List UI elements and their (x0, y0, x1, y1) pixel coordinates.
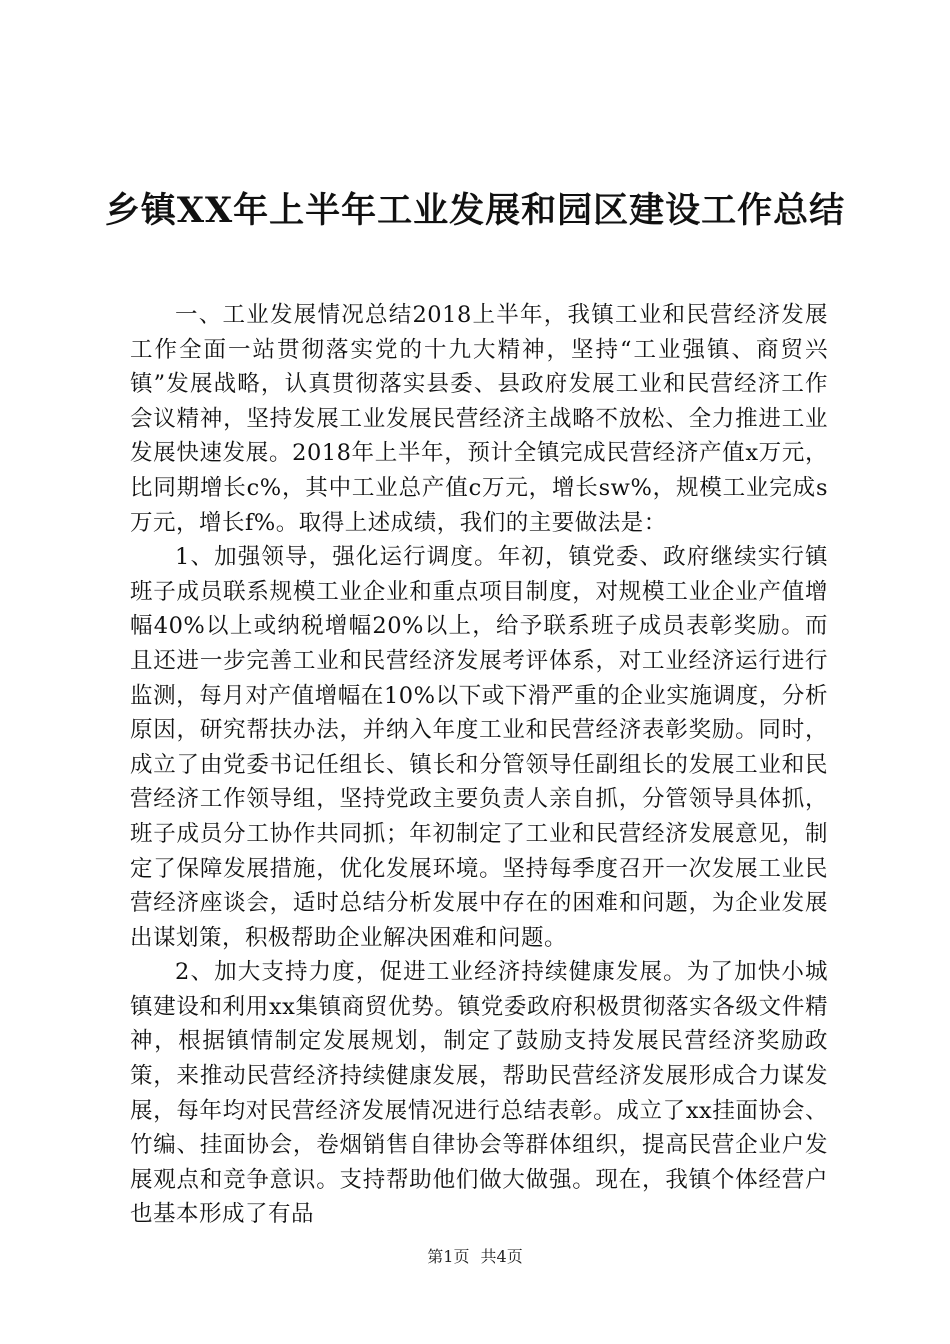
page-number-footer: 第1页 共4页 (427, 1247, 523, 1266)
paragraph-support: 2、加大支持力度，促进工业经济持续健康发展。为了加快小城镇建设和利用xx集镇商贸优势。镇党委政府积极贯彻落实各级文件精神，根据镇情制定发展规划，制定了鼓励支持发展民营经济奖励政策，来推动民营经济持续健康发展，帮助民营经济发展形成合力谋发展，每年均对民营经济发展情况进行总结表彰。成立了xx挂面协会、竹编、挂面协会，卷烟销售自律协会等群体组织，提高民营企业户发展观点和竞争意识。支持帮助他们做大做强。现在，我镇个体经营户也基本形成了有品 (130, 959, 828, 1228)
document-body (130, 298, 828, 1232)
paragraph-industrial-summary: 一、工业发展情况总结2018上半年，我镇工业和民营经济发展工作全面一站贯彻落实党的十九大精神，坚持“工业强镇、商贸兴镇”发展战略，认真贯彻落实县委、县政府发展工业和民营经济工作会议精神，坚持发展工业发展民营经济主战略不放松、全力推进工业发展快速发展。2018年上半年，预计全镇完成民营经济产值x万元，比同期增长c%，其中工业总产值c万元，增长sw%，规模工业完成s万元，增长f%。取得上述成绩，我们的主要做法是： (130, 302, 828, 536)
paragraph-leadership: 1、加强领导，强化运行调度。年初，镇党委、政府继续实行镇班子成员联系规模工业企业和重点项目制度，对规模工业企业产值增幅40%以上或纳税增幅20%以上，给予联系班子成员表彰奖励。而且还进一步完善工业和民营经济发展考评体系，对工业经济运行进行监测，每月对产值增幅在10%以下或下滑严重的企业实施调度，分析原因，研究帮扶办法，并纳入年度工业和民营经济表彰奖励。同时，成立了由党委书记任组长、镇长和分管领导任副组长的发展工业和民营经济工作领导组，坚持党政主要负责人亲自抓，分管领导具体抓，班子成员分工协作共同抓；年初制定了工业和民营经济发展意见，制定了保障发展措施，优化发展环境。坚持每季度召开一次发展工业民营经济座谈会，适时总结分析发展中存在的困难和问题，为企业发展出谋划策，积极帮助企业解决困难和问题。 (130, 544, 828, 951)
document-title: 乡镇XX年上半年工业发展和园区建设工作总结 (104, 190, 846, 231)
